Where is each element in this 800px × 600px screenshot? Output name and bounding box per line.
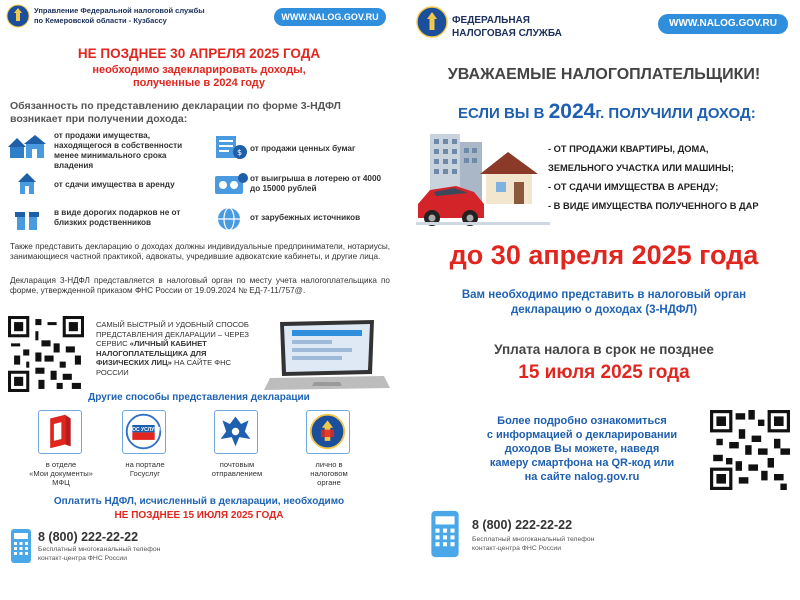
fast-way-text-part: САМЫЙ БЫСТРЫЙ И УДОБНЫЙ СПОСОБ ПРЕДСТАВЛЕНИЯ ДЕКЛАРАЦИИ – ЧЕРЕЗ СЕРВИС — [96, 320, 249, 348]
income-list — [548, 140, 793, 216]
option-tax-office[interactable] — [306, 410, 350, 454]
paragraph-declaration-form: Декларация 3-НДФЛ представляется в налоговый орган по месту учета налогоплательщика по форме, утвержденной приказом ФНС России от 19.09.2024 № ЕД-7-11/757@. — [10, 276, 390, 295]
more-info-text — [446, 414, 718, 484]
phone-note-line: контакт-центра ФНС России — [472, 544, 562, 552]
pay-due-date: 15 июля 2025 года — [518, 362, 690, 383]
obligation-heading — [10, 100, 390, 126]
option-gosuslugi[interactable] — [122, 410, 166, 454]
more-info-line: камеру смартфона на QR-код или — [489, 457, 675, 469]
paragraph-other-persons: Также представить декларацию о доходах должны индивидуальные предприниматели, нотариусы, занимающиеся частной практикой, адвокаты, учредившие адвокатские кабинеты, и другие лица. — [10, 242, 390, 261]
list-item: - ОТ СДАЧИ ИМУЩЕСТВА В АРЕНДУ; — [548, 182, 719, 192]
phone-note-line: Бесплатный многоканальный телефон — [38, 546, 161, 553]
post-icon — [215, 411, 256, 452]
qr-code[interactable] — [710, 410, 790, 490]
income-item: в виде дорогих подарков не от близких родственников — [54, 208, 181, 227]
option-label-line: налоговом — [310, 469, 348, 478]
list-item: - В ВИДЕ ИМУЩЕСТВА ПОЛУЧЕННОГО В ДАР — [548, 201, 759, 211]
left-poster — [0, 0, 398, 600]
need-line: Вам необходимо представить в налоговый орган — [461, 289, 747, 301]
tax-office-icon — [307, 411, 348, 452]
property-illustration — [416, 130, 550, 234]
deadline-subtitle — [0, 64, 398, 90]
option-label — [294, 460, 364, 487]
greeting-title: УВАЖАЕМЫЕ НАЛОГОПЛАТЕЛЬЩИКИ! — [447, 66, 761, 83]
phone-note-line: Бесплатный многоканальный телефон — [472, 536, 595, 543]
more-info-line[interactable]: на сайте nalog.gov.ru — [524, 471, 640, 483]
option-label — [26, 460, 96, 487]
obligation-line: Обязанность по представлению декларации по форме 3-НДФЛ — [10, 100, 341, 112]
fast-way-text-part: НА САЙТЕ ФНС РОССИИ — [96, 358, 232, 377]
gift-icon — [8, 206, 46, 232]
pay-ndfl-text: Оплатить НДФЛ, исчисленный в декларации, необходимо — [53, 496, 345, 507]
option-label-line: Госуслуг — [129, 469, 161, 478]
big-deadline: до 30 апреля 2025 года — [449, 240, 759, 270]
phone-note — [38, 546, 238, 563]
org-name-line: ФЕДЕРАЛЬНАЯ — [452, 15, 530, 26]
phone-icon — [430, 508, 460, 560]
org-name — [452, 14, 562, 40]
globe-icon — [212, 206, 250, 232]
pay-deadline: НЕ ПОЗДНЕЕ 15 ИЮЛЯ 2025 ГОДА — [114, 510, 284, 521]
need-to-submit-text — [408, 288, 800, 318]
option-label — [110, 460, 180, 478]
option-label-line: почтовым — [219, 460, 255, 469]
option-label-line: «Мои документы» — [29, 469, 93, 478]
securities-icon — [212, 134, 250, 160]
other-ways-title: Другие способы представления декларации — [88, 392, 310, 403]
qr-code[interactable] — [8, 316, 84, 392]
site-link[interactable]: WWW.NALOG.GOV.RU — [658, 14, 788, 34]
obligation-line: возникает при получении дохода: — [10, 113, 188, 125]
pay-due-label: Уплата налога в срок не позднее — [494, 342, 714, 357]
more-info-line: Более подробно ознакомиться — [497, 415, 667, 427]
fns-emblem-icon — [6, 4, 30, 28]
site-link[interactable]: WWW.NALOG.GOV.RU — [274, 8, 386, 26]
deadline-subtitle-line: необходимо задекларировать доходы, — [92, 64, 306, 76]
income-year: 2024 — [548, 100, 596, 123]
income-item: от сдачи имущества в аренду — [54, 180, 175, 189]
option-mfc[interactable] — [38, 410, 82, 454]
phone-note-line: контакт-центра ФНС России — [38, 554, 128, 562]
fns-emblem-icon — [416, 6, 448, 38]
option-post[interactable] — [214, 410, 258, 454]
mfc-icon — [39, 411, 80, 452]
more-info-line: доходов Вы можете, наведя — [504, 443, 660, 455]
house-icon — [8, 134, 46, 160]
income-heading-part: ЕСЛИ ВЫ В — [458, 105, 549, 122]
laptop-icon — [262, 318, 390, 392]
phone-note — [472, 536, 672, 553]
fast-way-text — [96, 320, 256, 377]
option-label-line: лично в — [315, 460, 343, 469]
org-name — [34, 6, 244, 26]
svg-text:$: $ — [237, 148, 243, 157]
option-label-line: на портале — [125, 460, 165, 469]
org-name-line: НАЛОГОВАЯ СЛУЖБА — [452, 28, 562, 39]
option-label-line: органе — [317, 478, 341, 487]
phone-icon — [10, 528, 32, 564]
income-heading — [458, 100, 756, 124]
phone-number[interactable]: 8 (800) 222-22-22 — [38, 530, 139, 544]
gosuslugi-logo-text: ГОС УСЛУГИ — [129, 427, 161, 433]
option-label-line: в отделе — [45, 460, 77, 469]
list-item: ЗЕМЕЛЬНОГО УЧАСТКА ИЛИ МАШИНЫ; — [548, 163, 734, 173]
deadline-subtitle-line: полученные в 2024 году — [133, 77, 265, 89]
option-label-line: МФЦ — [52, 478, 70, 487]
org-name-line: Управление Федеральной налоговой службы — [34, 6, 205, 15]
deadline-title: НЕ ПОЗДНЕЕ 30 АПРЕЛЯ 2025 ГОДА — [77, 46, 321, 61]
income-heading-part: г. ПОЛУЧИЛИ ДОХОД: — [595, 105, 756, 122]
option-label — [202, 460, 272, 478]
personal-account-service: «ЛИЧНЫЙ КАБИНЕТ НАЛОГОПЛАТЕЛЬЩИКА ДЛЯ ФИЗИЧЕСКИХ ЛИЦ» — [96, 339, 207, 367]
rent-icon — [8, 170, 46, 196]
income-item: от выигрыша в лотерею от 4000 до 15000 рублей — [250, 174, 382, 193]
phone-number[interactable]: 8 (800) 222-22-22 — [472, 518, 573, 532]
right-poster — [408, 0, 800, 600]
list-item: - ОТ ПРОДАЖИ КВАРТИРЫ, ДОМА, — [548, 144, 709, 154]
income-item: от зарубежных источников — [250, 213, 361, 222]
org-name-line: по Кемеровской области - Кузбассу — [34, 16, 167, 25]
lottery-icon — [212, 172, 250, 198]
income-item: от продажи ценных бумаг — [250, 144, 356, 153]
need-line: декларацию о доходах (3-НДФЛ) — [510, 304, 698, 316]
income-item: от продажи имущества, находящегося в собственности менее минимального срока владения — [54, 131, 183, 170]
more-info-line: с информацией о декларировании — [486, 429, 678, 441]
option-label-line: отправлением — [211, 469, 263, 478]
